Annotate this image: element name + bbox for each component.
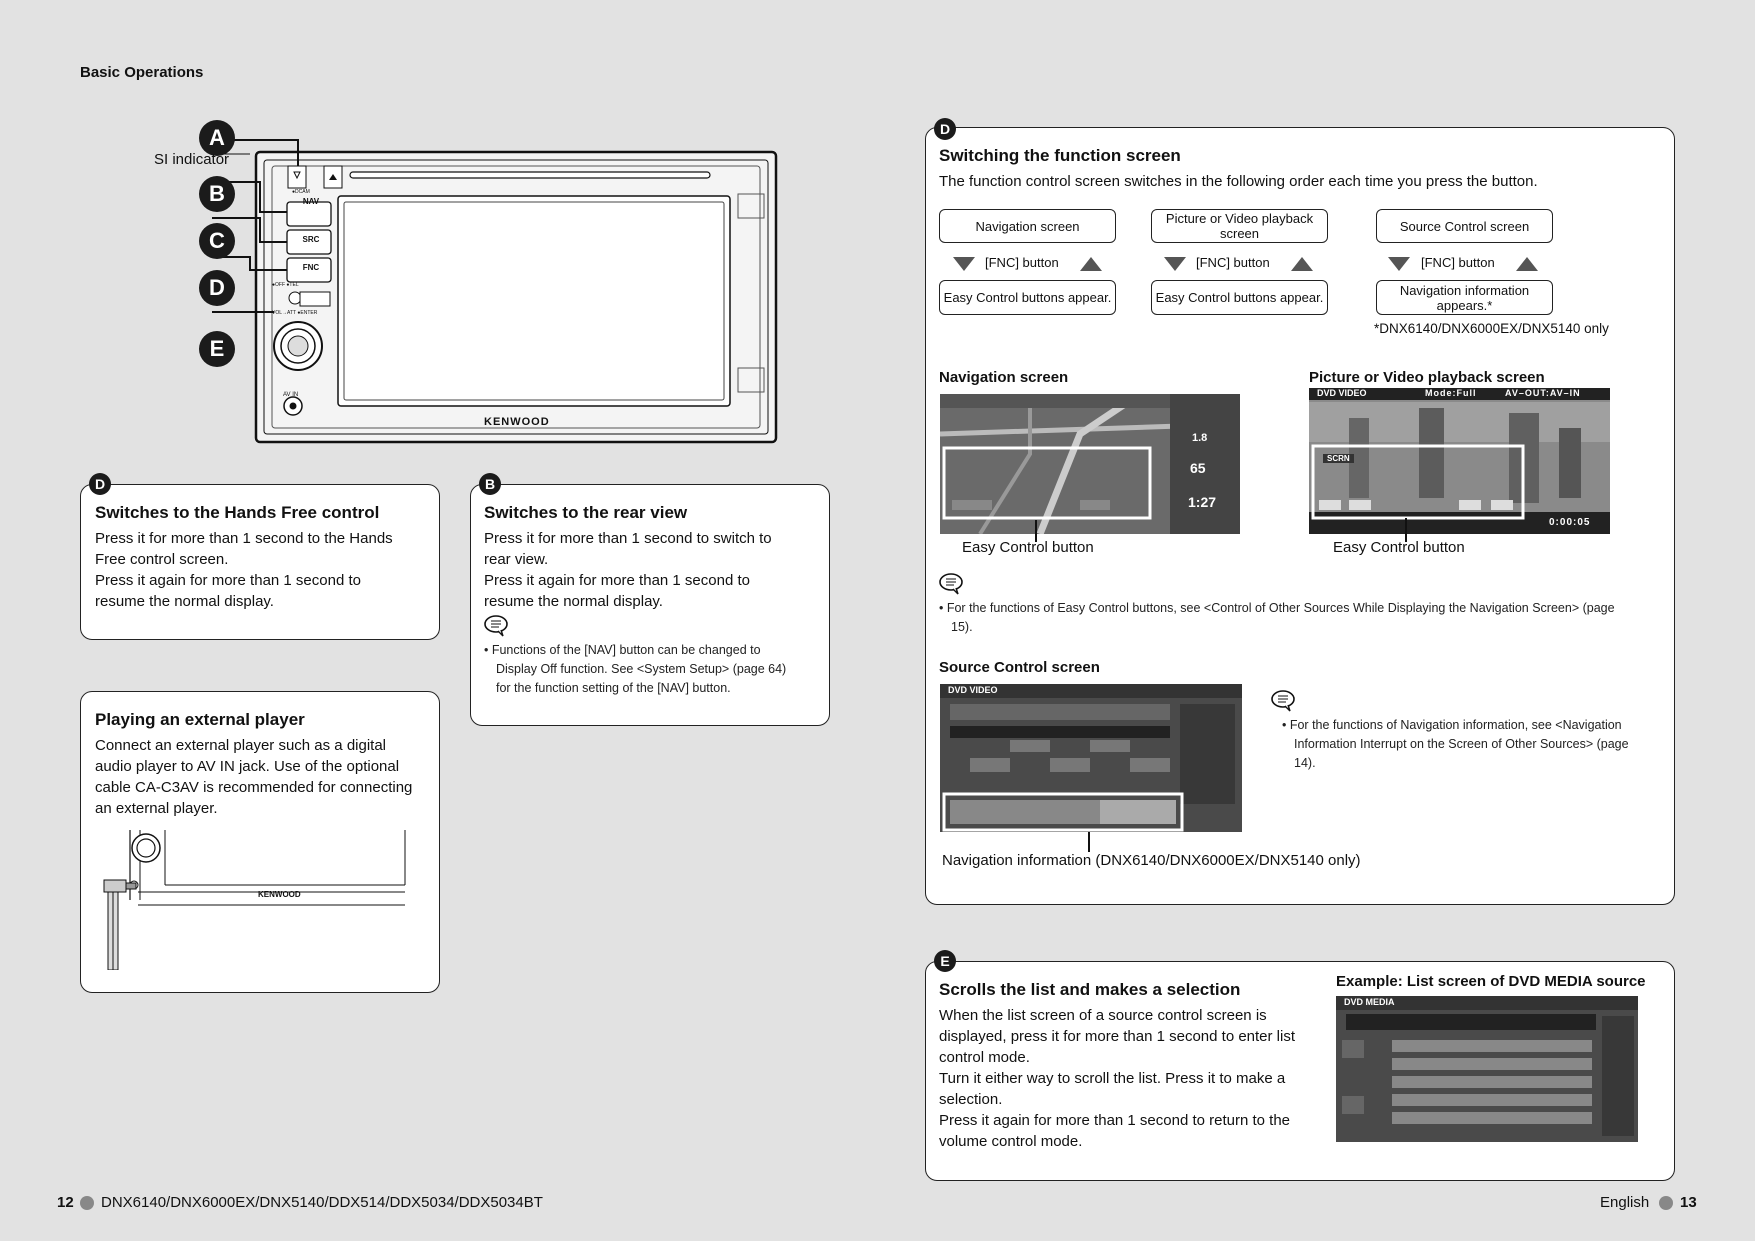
- video-screen-caption: Easy Control button: [1333, 539, 1465, 556]
- scrn-button[interactable]: SCRN: [1323, 454, 1354, 463]
- video-scene-drawing: [1309, 388, 1610, 534]
- callout-c-badge: C: [199, 223, 235, 259]
- flow-source-bottom: Navigation information appears.*: [1376, 280, 1553, 315]
- nav-screen-caption: Easy Control button: [962, 539, 1094, 556]
- video-source-label: DVD VIDEO: [1317, 388, 1367, 398]
- flow-footnote: *DNX6140/DNX6000EX/DNX5140 only: [1374, 321, 1609, 336]
- hands-free-title: Switches to the Hands Free control: [95, 503, 380, 522]
- nav-button-label[interactable]: NAV: [302, 197, 320, 206]
- source-screen-label: DVD VIDEO: [948, 685, 998, 695]
- nav-distance-value: 1.8: [1192, 432, 1208, 444]
- callout-e-badge: E: [199, 331, 235, 367]
- footer-models: DNX6140/DNX6000EX/DNX5140/DDX514/DDX5034/DDX5034BT: [101, 1194, 543, 1211]
- nav-info-note-line: 14).: [1294, 756, 1316, 770]
- nav-speed-value: 65: [1190, 460, 1206, 476]
- footer-dot-right: [1659, 1196, 1673, 1210]
- rear-view-note-line: • Functions of the [NAV] button can be changed to: [484, 643, 761, 657]
- page-header: Basic Operations: [80, 64, 204, 81]
- flow-nav-bottom: Easy Control buttons appear.: [939, 280, 1116, 315]
- flow-nav-top: Navigation screen: [939, 209, 1116, 243]
- left-page-number: 12: [57, 1194, 74, 1211]
- callout-a-badge: A: [199, 120, 235, 156]
- rear-view-line: resume the normal display.: [484, 593, 663, 610]
- function-screen-badge: D: [934, 118, 956, 140]
- kenwood-logo: KENWOOD: [484, 416, 550, 428]
- scroll-list-badge: E: [934, 950, 956, 972]
- scroll-list-line: volume control mode.: [939, 1133, 1083, 1150]
- callout-d-badge: D: [199, 270, 235, 306]
- device-drawing: [140, 110, 800, 450]
- rear-view-badge: B: [479, 473, 501, 495]
- flow-video-button: [FNC] button: [1196, 255, 1270, 270]
- easy-control-note: [939, 599, 1659, 637]
- list-screen-label: DVD MEDIA: [1344, 997, 1395, 1007]
- nav-screen-image: [940, 394, 1240, 534]
- external-player-line: audio player to AV IN jack. Use of the optional: [95, 758, 400, 775]
- easy-control-note-line: 15).: [951, 620, 973, 634]
- fnc-button-label[interactable]: FNC: [302, 263, 320, 272]
- video-screen-image: [1309, 388, 1610, 534]
- scroll-list-line: displayed, press it for more than 1 second to enter list: [939, 1028, 1296, 1045]
- external-player-line: Connect an external player such as a digital: [95, 737, 387, 754]
- hands-free-text: [95, 528, 393, 612]
- source-screen-caption: Navigation information (DNX6140/DNX6000EX/DNX5140 only): [942, 852, 1361, 869]
- easy-control-note-line: • For the functions of Easy Control buttons, see <Control of Other Sources While Displaying the Navigation Screen> (page: [939, 601, 1615, 615]
- example-title: Example: List screen of DVD MEDIA source: [1336, 973, 1646, 990]
- flow-video-bottom: Easy Control buttons appear.: [1151, 280, 1328, 315]
- rear-view-text: [484, 528, 772, 612]
- hands-free-line: resume the normal display.: [95, 593, 274, 610]
- nav-info-note-line: • For the functions of Navigation information, see <Navigation: [1282, 718, 1622, 732]
- scroll-list-line: selection.: [939, 1091, 1003, 1108]
- right-page-number: 13: [1680, 1194, 1697, 1211]
- callout-b-badge: B: [199, 176, 235, 212]
- source-ui-drawing: [940, 684, 1242, 832]
- rear-view-line: Press it again for more than 1 second to: [484, 572, 750, 589]
- vol-label: VOL→ATT ●ENTER: [272, 310, 318, 316]
- scroll-list-line: Press it again for more than 1 second to return to the: [939, 1112, 1291, 1129]
- off-tel-label: ●OFF ●TEL: [272, 282, 299, 288]
- footer-language: English: [1600, 1194, 1650, 1211]
- memo-icon: [939, 573, 963, 595]
- scroll-list-line: control mode.: [939, 1049, 1030, 1066]
- av-in-jack-illustration: [100, 830, 410, 970]
- video-mode-label: Mode:Full: [1425, 388, 1477, 398]
- video-time-label: 0:00:05: [1549, 517, 1591, 528]
- si-indicator-label: SI indicator: [154, 151, 230, 168]
- external-kenwood-logo: KENWOOD: [258, 890, 301, 899]
- nav-info-note-line: Information Interrupt on the Screen of Other Sources> (page: [1294, 737, 1629, 751]
- flow-source-top: Source Control screen: [1376, 209, 1553, 243]
- video-screen-title: Picture or Video playback screen: [1309, 369, 1545, 386]
- flow-source-button: [FNC] button: [1421, 255, 1495, 270]
- memo-icon: [1271, 690, 1295, 712]
- source-screen-title: Source Control screen: [939, 659, 1100, 676]
- scroll-list-line: When the list screen of a source control screen is: [939, 1007, 1267, 1024]
- hands-free-line: Press it again for more than 1 second to: [95, 572, 361, 589]
- external-player-line: cable CA-C3AV is recommended for connecting: [95, 779, 413, 796]
- footer-dot-left: [80, 1196, 94, 1210]
- rear-view-note-line: Display Off function. See <System Setup> (page 64): [496, 662, 787, 676]
- memo-icon: [484, 615, 508, 637]
- flow-nav-button: [FNC] button: [985, 255, 1059, 270]
- scroll-list-line: Turn it either way to scroll the list. Press it to make a: [939, 1070, 1286, 1087]
- rear-view-line: rear view.: [484, 551, 549, 568]
- external-player-line: an external player.: [95, 800, 218, 817]
- av-in-label: AV IN: [283, 392, 299, 398]
- list-ui-drawing: [1336, 996, 1638, 1142]
- scroll-list-text: [939, 1005, 1295, 1152]
- nav-info-note: [1282, 716, 1629, 773]
- scroll-list-title: Scrolls the list and makes a selection: [939, 980, 1241, 999]
- hands-free-badge: D: [89, 473, 111, 495]
- nav-time-value: 1:27: [1188, 494, 1217, 510]
- function-screen-intro: The function control screen switches in the following order each time you press the button.: [939, 173, 1538, 190]
- flow-video-top: Picture or Video playback screen: [1151, 209, 1328, 243]
- external-player-text: [95, 735, 412, 819]
- function-screen-title: Switching the function screen: [939, 146, 1181, 165]
- nav-screen-title: Navigation screen: [939, 369, 1069, 386]
- external-player-title: Playing an external player: [95, 710, 305, 729]
- rear-view-title: Switches to the rear view: [484, 503, 688, 522]
- list-screen-image: [1336, 996, 1638, 1142]
- dcam-label: ●DCAM: [292, 189, 310, 195]
- rear-view-line: Press it for more than 1 second to switch to: [484, 530, 772, 547]
- hands-free-line: Press it for more than 1 second to the Hands: [95, 530, 393, 547]
- rear-view-note: [484, 641, 786, 698]
- rear-view-note-line: for the function setting of the [NAV] button.: [496, 681, 731, 695]
- hands-free-line: Free control screen.: [95, 551, 229, 568]
- source-callout-line: [1088, 832, 1090, 852]
- video-av-label: AV–OUT:AV–IN: [1505, 388, 1581, 398]
- src-button-label[interactable]: SRC: [302, 235, 320, 244]
- source-screen-image: [940, 684, 1242, 832]
